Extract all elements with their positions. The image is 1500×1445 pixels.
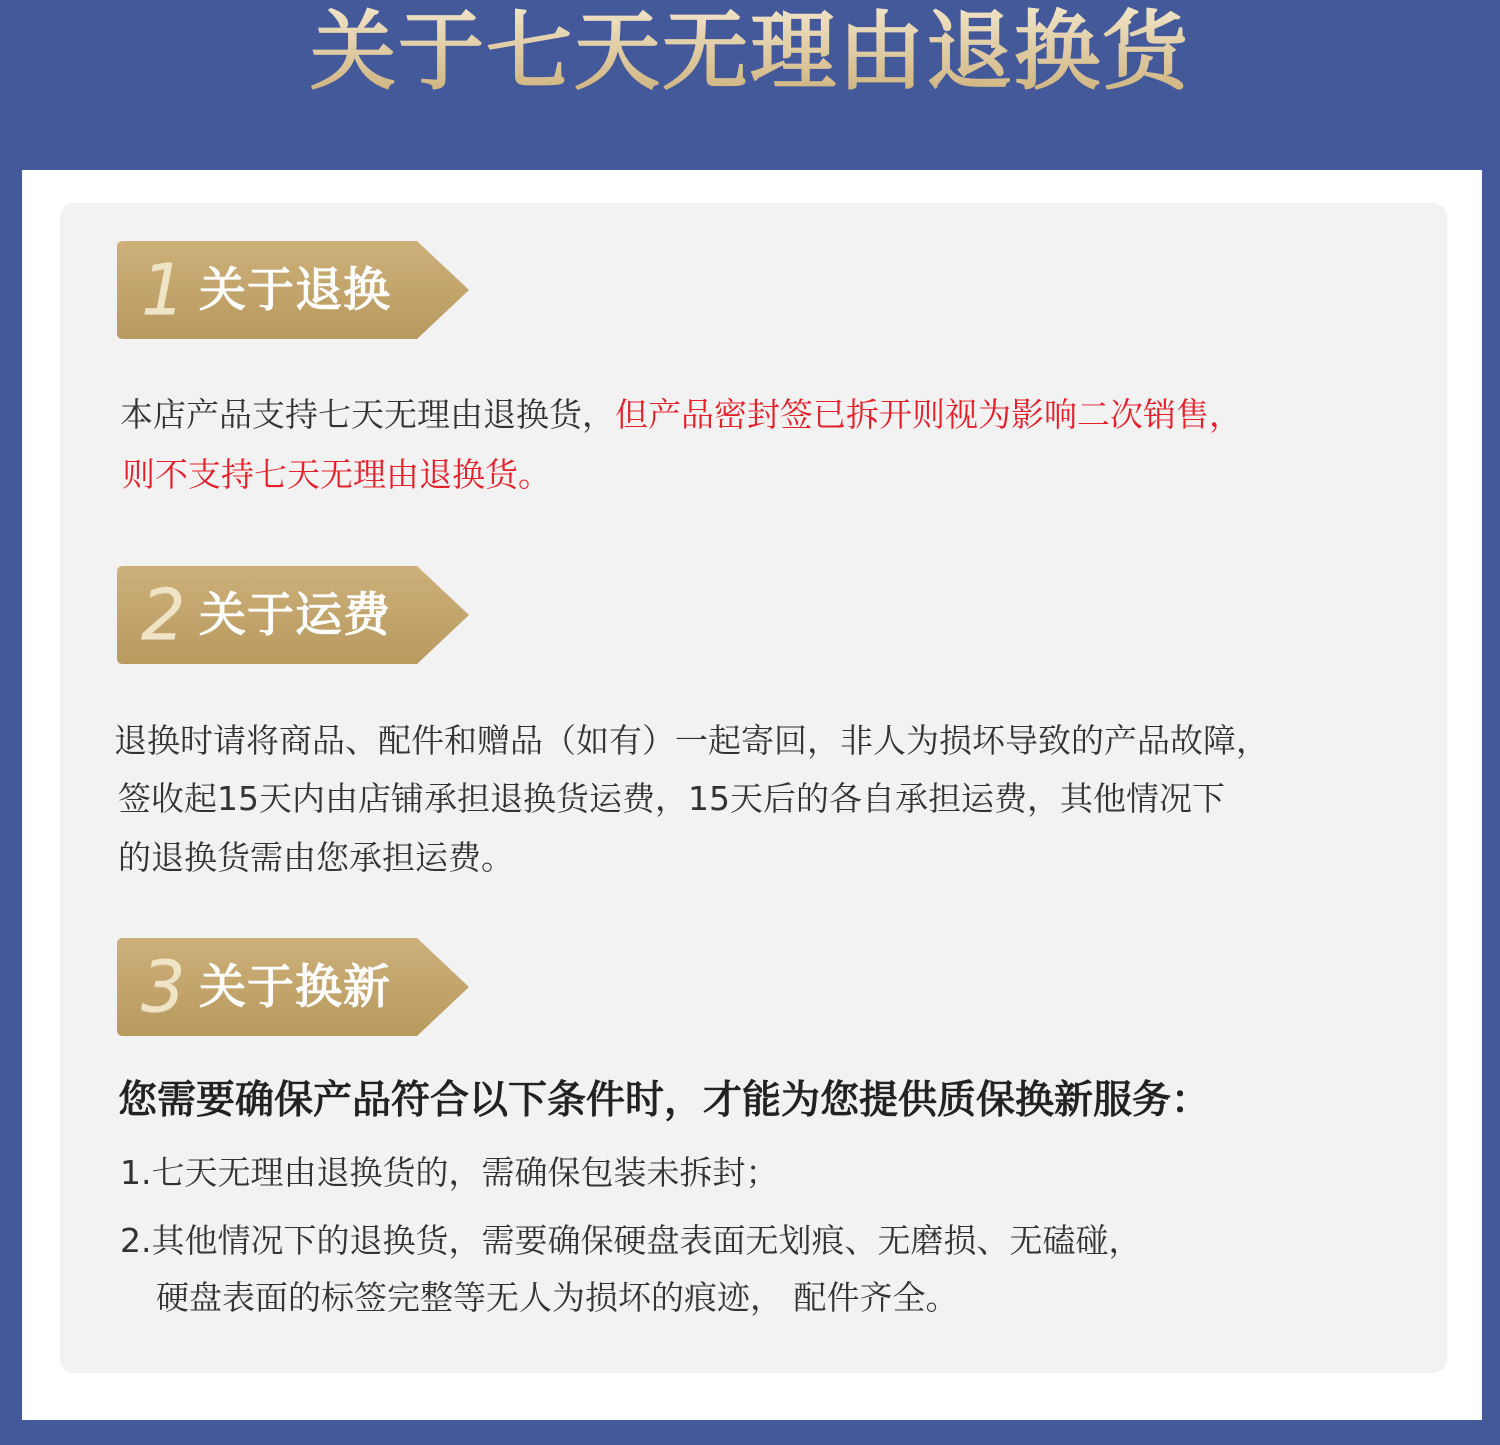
replacement-item-2: 2.其他情况下的退换货，需要确保硬盘表面无划痕、无磨损、无磕碰， bbox=[120, 1221, 1142, 1260]
returns-line-2: 则不支持七天无理由退换货。 bbox=[122, 455, 551, 494]
replacement-intro: 您需要确保产品符合以下条件时，才能为您提供质保换新服务： bbox=[118, 1078, 1211, 1123]
section-heading: 关于退换 bbox=[199, 263, 391, 318]
section-heading: 关于运费 bbox=[199, 588, 391, 643]
section-number: 2 bbox=[141, 574, 186, 656]
returns-red-text: 但产品密封签已拆开则视为影响二次销售， bbox=[615, 395, 1242, 434]
shipping-line-2: 签收起15天内由店铺承担退换货运费，15天后的各自承担运费，其他情况下 bbox=[118, 779, 1225, 818]
section-number: 1 bbox=[141, 249, 186, 331]
section-heading: 关于换新 bbox=[199, 960, 391, 1015]
returns-line-1 bbox=[120, 386, 1242, 444]
shipping-line-1: 退换时请将商品、配件和赠品（如有）一起寄回，非人为损坏导致的产品故障， bbox=[114, 721, 1269, 760]
replacement-item-1: 1.七天无理由退换货的，需确保包装未拆封； bbox=[120, 1153, 779, 1192]
section-badge-replacement bbox=[117, 938, 472, 1036]
section-number: 3 bbox=[141, 946, 186, 1028]
shipping-line-3: 的退换货需由您承担运费。 bbox=[118, 838, 514, 877]
section-badge-returns bbox=[117, 241, 472, 339]
replacement-item-2-cont: 硬盘表面的标签完整等无人为损坏的痕迹， 配件齐全。 bbox=[156, 1278, 959, 1317]
section-badge-shipping bbox=[117, 566, 472, 664]
returns-plain-text: 本店产品支持七天无理由退换货， bbox=[120, 395, 615, 434]
page-title: 关于七天无理由退换货 bbox=[0, 0, 1500, 110]
